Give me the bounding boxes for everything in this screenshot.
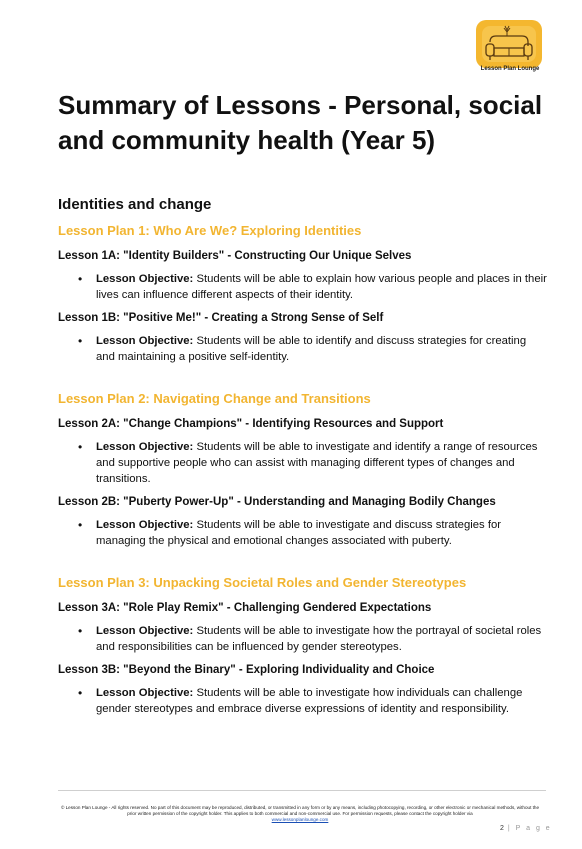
lesson-subtitle: Understanding and Managing Bodily Changes: [244, 496, 496, 508]
lesson-name: Lesson 3B: "Beyond the Binary": [58, 664, 236, 676]
lesson-objective: [78, 623, 548, 655]
lesson-title: Lesson 3A: "Role Play Remix" - Challenging Gendered Expectations: [58, 602, 432, 614]
objective-label: Lesson Objective:: [96, 335, 194, 347]
lesson-plan-2: [58, 391, 548, 549]
objective-text: Students will be able to explain how various people and places in their lives can influence different aspects of their identity.: [96, 273, 547, 301]
lesson-title: Lesson 2A: "Change Champions" - Identifying Resources and Support: [58, 418, 444, 430]
lesson-subtitle: Challenging Gendered Expectations: [233, 602, 432, 614]
lesson-objective: [78, 271, 548, 303]
lesson-title: Lesson 1B: "Positive Me!" - Creating a Strong Sense of Self: [58, 312, 384, 324]
objective-label: Lesson Objective:: [96, 519, 194, 531]
objective-text: Students will be able to investigate and identify a range of resources and supportive people who can assist with managing different types of changes and transitions.: [96, 441, 538, 485]
lesson-plan-1: [58, 223, 548, 365]
objective-label: Lesson Objective:: [96, 687, 194, 699]
objective-text: Students will be able to investigate how individuals can challenge gender stereotypes and embrace diverse expressions of identity and responsibility.: [96, 687, 523, 715]
lesson-title: Lesson 1A: "Identity Builders" - Constructing Our Unique Selves: [58, 250, 412, 262]
footer-divider: [58, 790, 546, 791]
objective-label: Lesson Objective:: [96, 625, 194, 637]
bullet-icon: •: [78, 272, 83, 286]
lesson-subtitle: Constructing Our Unique Selves: [234, 250, 412, 262]
lesson-subtitle: Exploring Individuality and Choice: [245, 664, 435, 676]
lesson-plan-3: [58, 575, 548, 717]
plan-heading: Lesson Plan 2: Navigating Change and Transitions: [58, 391, 371, 406]
lesson-objective: [78, 517, 548, 549]
objective-label: Lesson Objective:: [96, 273, 194, 285]
lesson-name: Lesson 3A: "Role Play Remix": [58, 602, 224, 614]
bullet-icon: •: [78, 334, 83, 348]
bullet-icon: •: [78, 686, 83, 700]
lesson-name: Lesson 1B: "Positive Me!": [58, 312, 202, 324]
copyright-text: © Lesson Plan Lounge - All rights reserved. No part of this document may be reproduced, distributed, or transmitted in any form or by any means, including photocopying, recording, or other electronic or mechanical methods, without the prior written permission of the copyright holder. This applies to both commercial and non-commercial use. For permission requests, please contact the copyright holder via: [60, 805, 540, 816]
copyright-notice: [58, 805, 542, 823]
lesson-title: Lesson 2B: "Puberty Power-Up" - Understanding and Managing Bodily Changes: [58, 496, 496, 508]
page-number: [500, 825, 552, 832]
logo-text: Lesson Plan Lounge: [480, 66, 540, 72]
lesson-name: Lesson 2A: "Change Champions": [58, 418, 243, 430]
bullet-icon: •: [78, 624, 83, 638]
lesson-name: Lesson 2B: "Puberty Power-Up": [58, 496, 234, 508]
page-number-value: 2: [500, 825, 505, 832]
bullet-icon: •: [78, 518, 83, 532]
objective-text: Students will be able to investigate how the portrayal of societal roles and responsibilities can be influenced by gender stereotypes.: [96, 625, 542, 653]
page-title: Summary of Lessons - Personal, social and community health (Year 5): [58, 90, 543, 155]
lesson-objective: [78, 685, 548, 717]
objective-text: Students will be able to identify and discuss strategies for creating and maintaining a positive self-identity.: [96, 335, 527, 363]
objective-label: Lesson Objective:: [96, 441, 194, 453]
plan-heading: Lesson Plan 3: Unpacking Societal Roles and Gender Stereotypes: [58, 575, 467, 590]
lesson-objective: [78, 439, 548, 487]
bullet-icon: •: [78, 440, 83, 454]
plan-heading: Lesson Plan 1: Who Are We? Exploring Identities: [58, 223, 362, 238]
lesson-subtitle: Creating a Strong Sense of Self: [211, 312, 384, 324]
lesson-title: Lesson 3B: "Beyond the Binary" - Exploring Individuality and Choice: [58, 664, 435, 676]
objective-text: Students will be able to investigate and discuss strategies for managing the physical and emotional changes associated with puberty.: [96, 519, 502, 547]
section-heading: Identities and change: [58, 196, 212, 213]
page-label: | P a g e: [507, 825, 552, 832]
lesson-objective: [78, 333, 548, 365]
lesson-name: Lesson 1A: "Identity Builders": [58, 250, 225, 262]
lesson-summary-content: [58, 196, 548, 743]
lesson-subtitle: Identifying Resources and Support: [252, 418, 444, 430]
website-link[interactable]: www.lessonplanlounge.com: [271, 817, 329, 822]
